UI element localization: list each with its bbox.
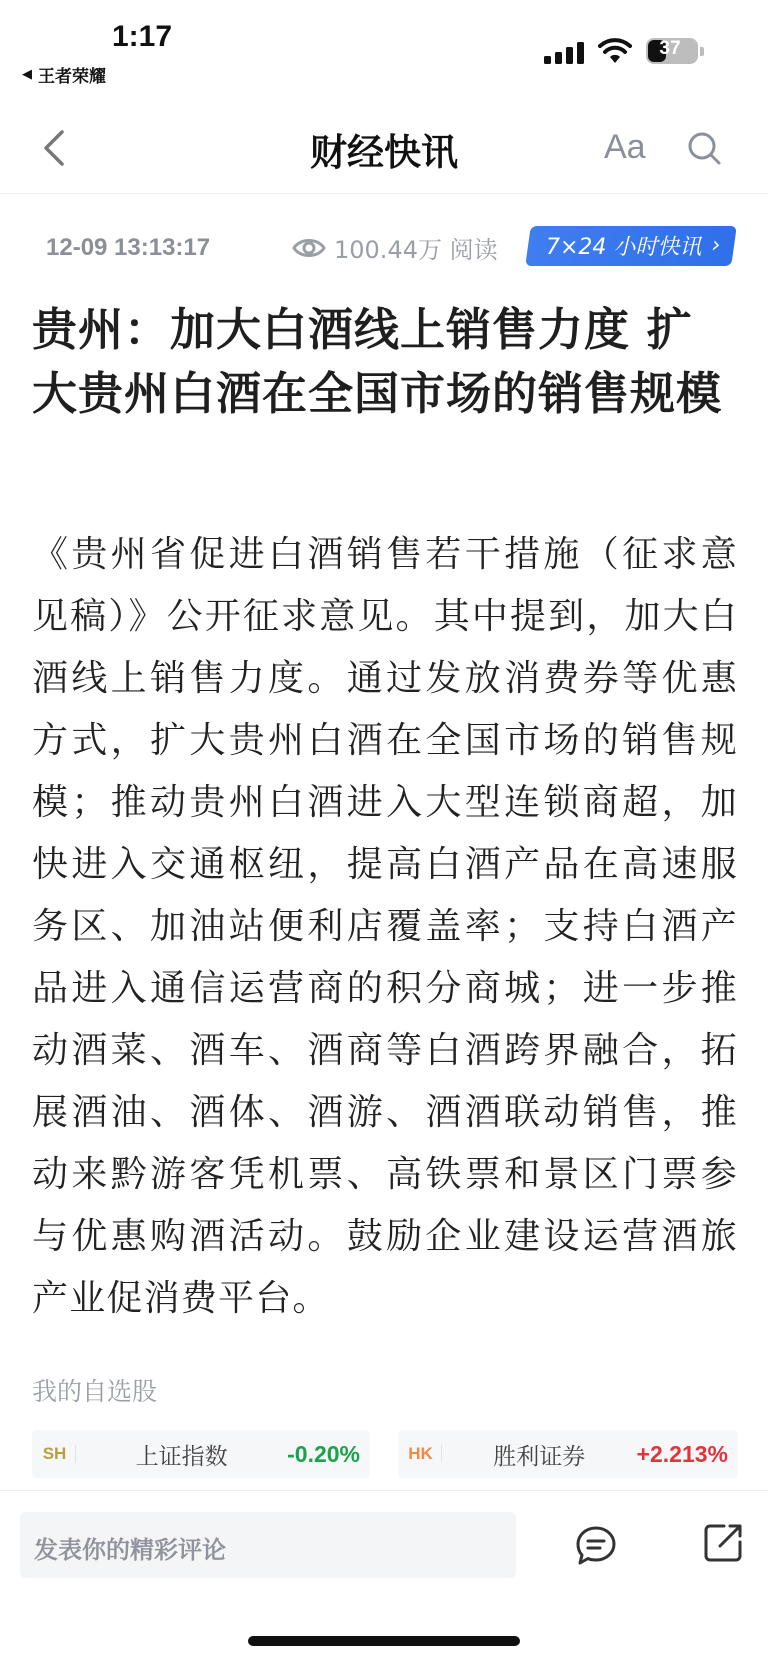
stock-change: +2.213% [636,1440,728,1467]
eye-icon [292,235,326,261]
page-title: 财经快讯 [310,131,458,174]
share-icon[interactable] [702,1522,744,1564]
comment-placeholder[interactable]: 发表你的精彩评论 [34,1536,226,1564]
live-news-badge-label: 7×24 小时快讯 [546,235,702,260]
comment-icon[interactable] [574,1524,618,1568]
battery-level: 37 [659,38,681,59]
home-indicator [248,1636,520,1646]
search-icon[interactable] [686,130,722,166]
back-triangle-icon: ◀ [22,67,32,82]
cellular-signal-icon [544,42,586,64]
wifi-icon [598,38,632,64]
market-tag: SH [34,1445,76,1463]
stock-change: -0.20% [287,1440,360,1467]
back-to-app-link[interactable] [22,62,106,87]
font-size-button[interactable]: Aa [604,128,646,166]
stock-name: 上证指数 [135,1443,228,1470]
status-time: 1:17 [112,20,173,53]
publish-time: 12-09 13:13:17 [46,234,211,261]
article-headline: 贵州：加大白酒线上销售力度 扩大贵州白酒在全国市场的销售规模 [32,303,723,420]
live-news-badge-content[interactable] [546,230,726,261]
article-body: 《贵州省促进白酒销售若干措施（征求意见稿）》公开征求意见。其中提到，加大白酒线上销售力度。通过发放消费券等优惠方式，扩大贵州白酒在全国市场的销售规模；推动贵州白酒进入大型连锁商超，加快进入交通枢纽，提高白酒产品在高速服务区、加油站便利店覆盖率；支持白酒产品进入通信运营商的积分商城；进一步推动酒菜、酒车、酒商等白酒跨界融合，拓展酒油、酒体、酒游、酒酒联动销售，推动来黔游客凭机票、高铁票和景区门票参与优惠购酒活动。鼓励企业建设运营酒旅产业促消费平台。 [32,534,738,1319]
nav-bar [0,100,768,194]
battery-icon [646,38,698,64]
market-tag: HK [400,1445,442,1463]
back-app-label: 王者荣耀 [38,67,106,87]
view-count-label: 100.44万 阅读 [334,236,498,264]
watchlist-item[interactable] [32,1430,370,1478]
watchlist-title: 我的自选股 [32,1377,158,1406]
chevron-right-icon: › [711,233,721,258]
watchlist-item[interactable] [398,1430,738,1478]
stock-name: 胜利证券 [493,1443,586,1470]
view-count [292,230,498,265]
